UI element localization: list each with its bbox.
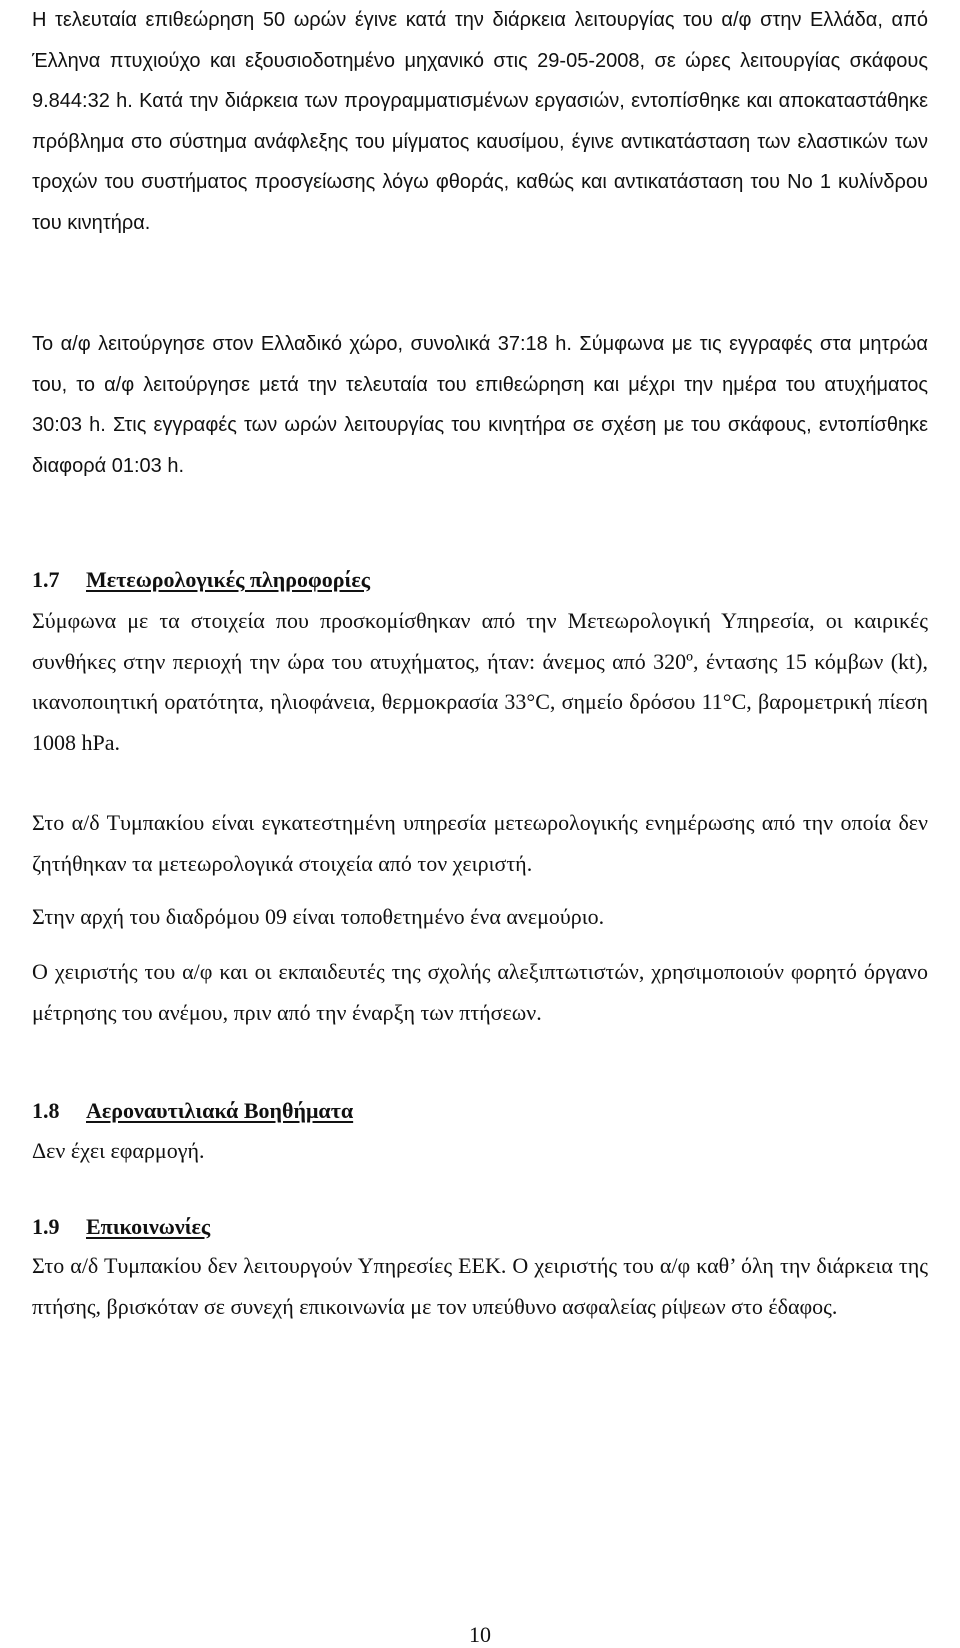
paragraph-windsock: Στην αρχή του διαδρόμου 09 είναι τοποθετημένο ένα ανεμούριο. — [32, 904, 605, 929]
section-heading-1-7 — [32, 565, 370, 595]
section-number: 1.9 — [32, 1214, 60, 1239]
section-title: Αεροναυτιλιακά Βοηθήματα — [86, 1098, 354, 1123]
section-number: 1.7 — [32, 567, 60, 592]
section-title: Επικοινωνίες — [86, 1214, 211, 1239]
section-number: 1.8 — [32, 1098, 60, 1123]
paragraph-operating-hours: Το α/φ λειτούργησε στον Ελλαδικό χώρο, συνολικά 37:18 h. Σύμφωνα με τις εγγραφές στα μητρώα του, το α/φ λειτούργησε μετά την τελευταία του επιθεώρηση και μέχρι την ημέρα του ατυχήματος 30:03 h. Στις εγγραφές των ωρών λειτουργίας του κινητήρα σε σχέση με του σκάφους, εντοπίσθηκε διαφορά 01:03 h. — [32, 333, 928, 477]
paragraph-communications: Στο α/δ Τυμπακίου δεν λειτουργούν Υπηρεσίες ΕΕΚ. Ο χειριστής του α/φ καθ’ όλη την διάρκεια της πτήσης, βρισκόταν σε συνεχή επικοινωνία με τον υπεύθυνο ασφαλείας ρίψεων στο έδαφος. — [32, 1253, 928, 1319]
document-page — [32, 0, 928, 1647]
paragraph-nav-aids: Δεν έχει εφαρμογή. — [32, 1138, 205, 1163]
paragraph-maintenance: Η τελευταία επιθεώρηση 50 ωρών έγινε κατά την διάρκεια λειτουργίας του α/φ στην Ελλάδα, από Έλληνα πτυχιούχο και εξουσιοδοτημένο μηχανικό στις 29-05-2008, σε ώρες λειτουργίας σκάφους 9.844:32 h. Κατά την διάρκεια των προγραμματισμένων εργασιών, εντοπίσθηκε και αποκαταστάθηκε πρόβλημα στο σύστημα ανάφλεξης του μίγματος καυσίμου, έγινε αντικατάσταση των ελαστικών των τροχών του συστήματος προσγείωσης λόγω φθοράς, καθώς και αντικατάσταση του Νο 1 κυλίνδρου του κινητήρα. — [32, 9, 928, 234]
paragraph-weather-service: Στο α/δ Τυμπακίου είναι εγκατεστημένη υπηρεσία μετεωρολογικής ενημέρωσης από την οποία δεν ζητήθηκαν τα μετεωρολογικά στοιχεία από τον χειριστή. — [32, 810, 928, 876]
page-number: 10 — [469, 1622, 491, 1647]
paragraph-wind-instrument: Ο χειριστής του α/φ και οι εκπαιδευτές της σχολής αλεξιπτωτιστών, χρησιμοποιούν φορητό όργανο μέτρησης του ανέμου, πριν από την έναρξη των πτήσεων. — [32, 959, 928, 1025]
section-heading-1-9 — [32, 1212, 210, 1242]
paragraph-weather-conditions: Σύμφωνα με τα στοιχεία που προσκομίσθηκαν από την Μετεωρολογική Υπηρεσία, οι καιρικές συνθήκες στην περιοχή την ώρα του ατυχήματος, ήταν: άνεμος από 320º, έντασης 15 κόμβων (kt), ικανοποιητική ορατότητα, ηλιοφάνεια, θερμοκρασία 33°C, σημείο δρόσου 11°C, βαρομετρική πίεση 1008 hPa. — [32, 608, 928, 755]
section-heading-1-8 — [32, 1096, 353, 1126]
section-title: Μετεωρολογικές πληροφορίες — [86, 567, 371, 592]
